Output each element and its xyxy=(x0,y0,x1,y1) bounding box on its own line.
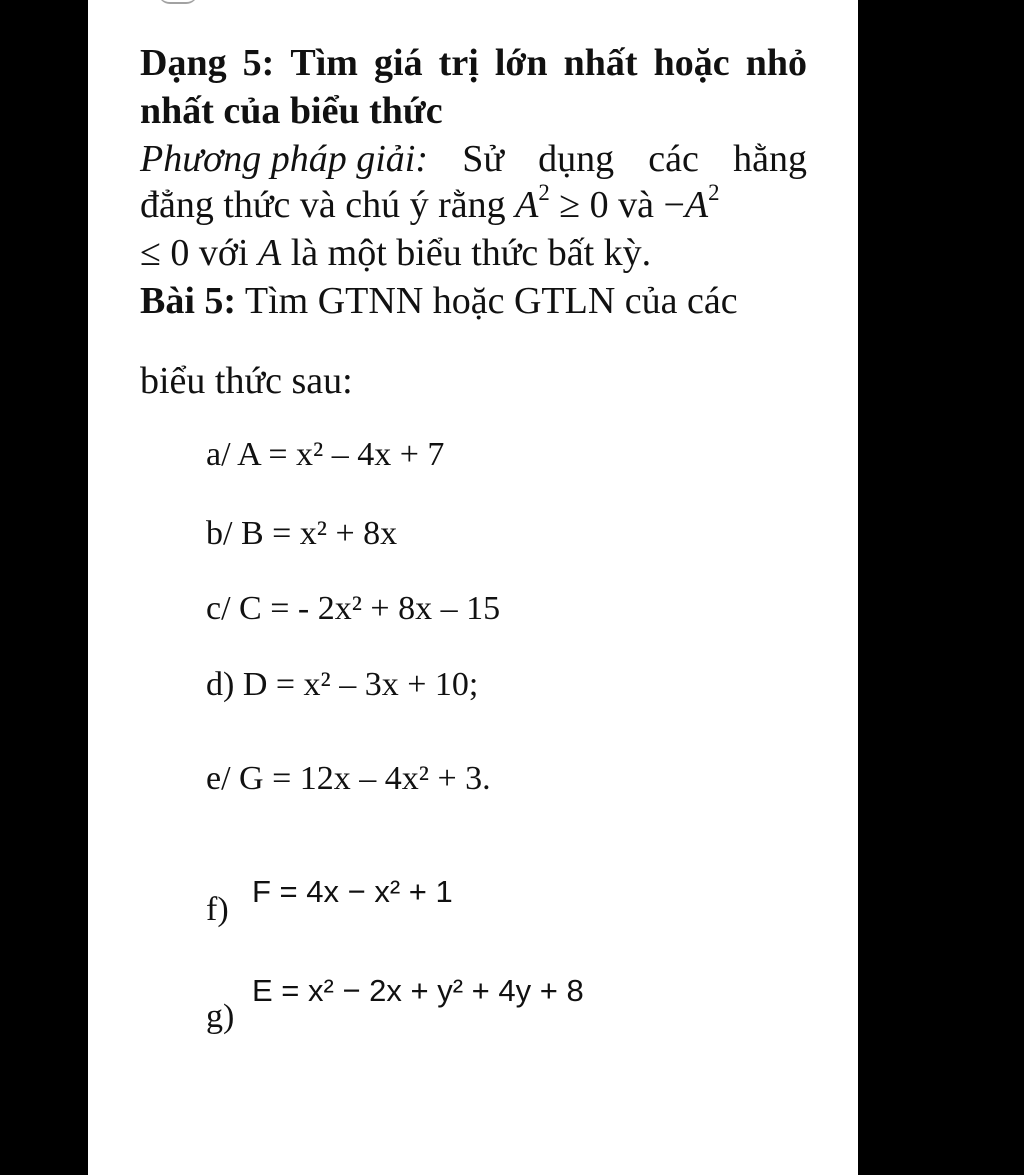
exercise-line-1: Bài 5: Tìm GTNN hoặc GTLN của các xyxy=(140,280,738,322)
item-g-label: g) xyxy=(206,998,235,1035)
method-line-2: đẳng thức và chú ý rằng $A^2 \ge 0$ và $-A^2$ xyxy=(140,179,720,226)
heading-line-2: nhất của biểu thức xyxy=(140,90,443,132)
method-line-1: Phương pháp giải: Sử dụng các hằng xyxy=(140,138,807,180)
previous-page-fragment xyxy=(158,0,198,4)
item-g-formula: E = x² − 2x + y² + 4y + 8 xyxy=(252,973,584,1008)
item-f-formula: F = 4x − x² + 1 xyxy=(252,874,453,909)
heading-line-1: Dạng 5: Tìm giá trị lớn nhất hoặc nhỏ xyxy=(140,42,807,84)
item-b: b/ B = x² + 8x xyxy=(206,515,398,552)
method-line-3: ≤ 0 với A là một biểu thức bất kỳ. xyxy=(140,232,652,274)
document-page xyxy=(88,0,858,1175)
item-f-label: f) xyxy=(206,891,229,928)
item-d: d) D = x² – 3x + 10; xyxy=(206,666,479,703)
exercise-label: Bài 5: xyxy=(140,280,237,322)
method-label: Phương pháp giải: xyxy=(140,138,428,180)
item-a: a/ A = x² – 4x + 7 xyxy=(206,436,445,473)
exercise-line-2: biểu thức sau: xyxy=(140,360,353,402)
item-e: e/ G = 12x – 4x² + 3. xyxy=(206,760,491,797)
item-c: c/ C = - 2x² + 8x – 15 xyxy=(206,590,501,627)
